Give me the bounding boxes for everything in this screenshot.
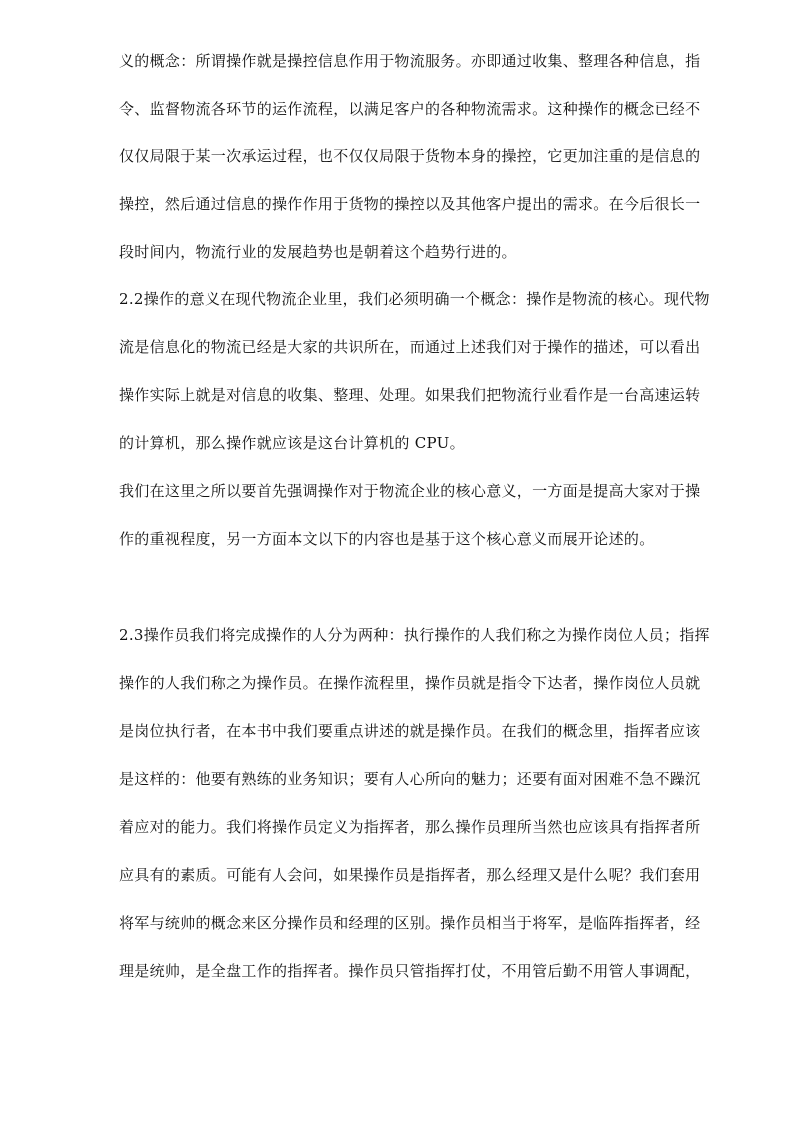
text-line: 操控，然后通过信息的操作作用于货物的操控以及其他客户提出的需求。在今后很长一	[119, 195, 701, 213]
text-line: 义的概念：所谓操作就是操控信息作用于物流服务。亦即通过收集、整理各种信息，指	[119, 52, 701, 70]
text-line: 操作实际上就是对信息的收集、整理、处理。如果我们把物流行业看作是一台高速运转	[119, 386, 701, 404]
text-line: 流是信息化的物流已经是大家的共识所在，而通过上述我们对于操作的描述，可以看出	[119, 338, 701, 356]
text-line: 令、监督物流各环节的运作流程，以满足客户的各种物流需求。这种操作的概念已经不	[119, 100, 701, 118]
text-line: 我们在这里之所以要首先强调操作对于物流企业的核心意义，一方面是提高大家对于操	[119, 482, 701, 500]
text-line: 应具有的素质。可能有人会问，如果操作员是指挥者，那么经理又是什么呢？我们套用	[119, 866, 701, 884]
text-line: 段时间内，物流行业的发展趋势也是朝着这个趋势行进的。	[119, 243, 517, 261]
text-line: 着应对的能力。我们将操作员定义为指挥者，那么操作员理所当然也应该具有指挥者所	[119, 818, 701, 836]
text-line: 的计算机，那么操作就应该是这台计算机的 CPU。	[119, 434, 465, 452]
text-line: 是这样的：他要有熟练的业务知识；要有人心所向的魅力；还要有面对困难不急不躁沉	[119, 770, 701, 788]
text-line: 理是统帅，是全盘工作的指挥者。操作员只管指挥打仗，不用管后勤不用管人事调配，	[119, 962, 701, 980]
text-line: 操作的人我们称之为操作员。在操作流程里，操作员就是指令下达者，操作岗位人员就	[119, 674, 701, 692]
text-line: 2.2操作的意义在现代物流企业里，我们必须明确一个概念：操作是物流的核心。现代物	[119, 290, 710, 308]
text-line: 将军与统帅的概念来区分操作员和经理的区别。操作员相当于将军，是临阵指挥者，经	[119, 914, 701, 932]
text-line: 2.3操作员我们将完成操作的人分为两种：执行操作的人我们称之为操作岗位人员；指挥	[119, 626, 710, 644]
text-line: 是岗位执行者，在本书中我们要重点讲述的就是操作员。在我们的概念里，指挥者应该	[119, 722, 701, 740]
text-line: 仅仅局限于某一次承运过程，也不仅仅局限于货物本身的操控，它更加注重的是信息的	[119, 147, 701, 165]
text-line: 作的重视程度，另一方面本文以下的内容也是基于这个核心意义而展开论述的。	[119, 530, 655, 548]
